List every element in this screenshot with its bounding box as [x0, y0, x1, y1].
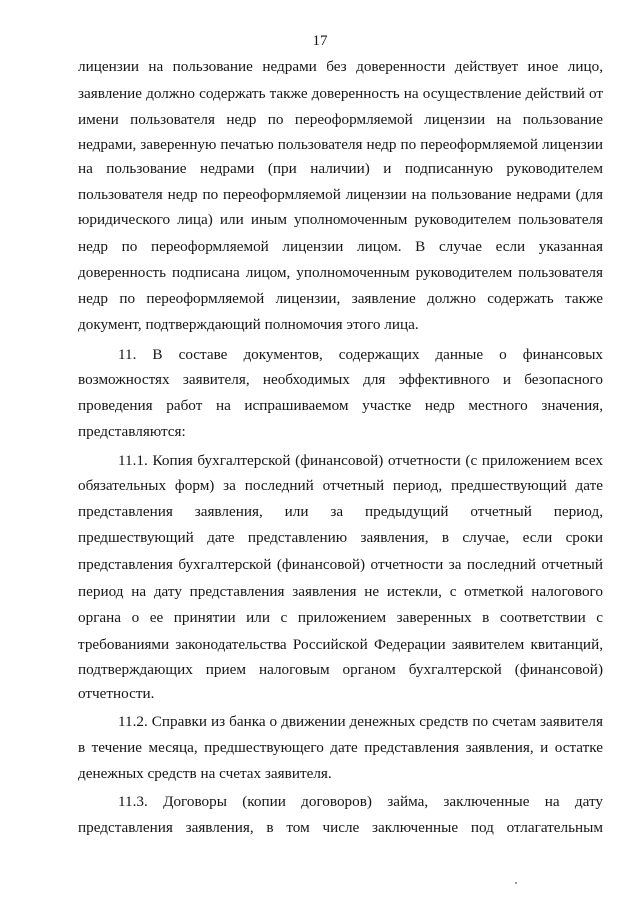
paragraph-11-first-line: 11. В составе документов, содержащих данные о финансовых — [118, 346, 603, 363]
text-line: отчетности. — [78, 685, 155, 702]
scan-speck — [515, 882, 517, 884]
text-line: подтверждающих прием налоговым органом бухгалтерской (финансовой) — [78, 661, 603, 678]
text-line: недр по переоформляемой лицензии лицом. В случае если указанная — [78, 238, 603, 255]
text-line: документ, подтверждающий полномочия этого лица. — [78, 316, 419, 333]
text-line: представления заявления, в том числе заключенные под отлагательным — [78, 819, 603, 836]
page-number: 17 — [312, 33, 328, 49]
text-line: представления бухгалтерской (финансовой) отчетности за последний отчетный — [78, 556, 603, 573]
text-line: денежных средств на счетах заявителя. — [78, 765, 332, 782]
text-line: возможностях заявителя, необходимых для эффективного и безопасного — [78, 371, 603, 388]
text-line: лицензии на пользование недрами без доверенности действует иное лицо, — [78, 58, 603, 75]
text-line: период на дату представления заявления не истекли, с отметкой налогового — [78, 583, 603, 600]
text-line: доверенность подписана лицом, уполномоченным руководителем пользователя — [78, 264, 603, 281]
text-line: представления заявления, или за предыдущий отчетный период, — [78, 503, 603, 520]
text-line: недрами, заверенную печатью пользователя недр по переоформляемой лицензии — [78, 136, 603, 153]
text-line: обязательных форм) за последний отчетный период, предшествующий дате — [78, 477, 603, 494]
paragraph-11-2-first-line: 11.2. Справки из банка о движении денежных средств по счетам заявителя — [118, 713, 603, 730]
text-line: заявление должно содержать также доверенность на осуществление действий от — [78, 85, 603, 102]
text-line: проведения работ на испрашиваемом участке недр местного значения, — [78, 397, 603, 414]
paragraph-11-3-first-line: 11.3. Договоры (копии договоров) займа, заключенные на дату — [118, 793, 603, 810]
text-line: недр по переоформляемой лицензии, заявление должно содержать также — [78, 290, 603, 307]
text-line: предшествующий дате представлению заявления, в случае, если сроки — [78, 529, 603, 546]
text-line: требованиями законодательства Российской Федерации заявителем квитанций, — [78, 636, 603, 653]
text-line: на пользование недрами (при наличии) и подписанную руководителем — [78, 160, 603, 177]
text-line: пользователя недр по переоформляемой лицензии на пользование недрами (для — [78, 186, 603, 203]
text-line: имени пользователя недр по переоформляемой лицензии на пользование — [78, 111, 603, 128]
text-line: представляются: — [78, 423, 186, 440]
paragraph-11-1-first-line: 11.1. Копия бухгалтерской (финансовой) отчетности (с приложением всех — [118, 452, 603, 469]
text-line: органа о ее принятии или с приложением заверенных в соответствии с — [78, 609, 603, 626]
text-line: юридического лица) или иным уполномоченным руководителем пользователя — [78, 211, 603, 228]
text-line: в течение месяца, предшествующего дате представления заявления, и остатке — [78, 739, 603, 756]
